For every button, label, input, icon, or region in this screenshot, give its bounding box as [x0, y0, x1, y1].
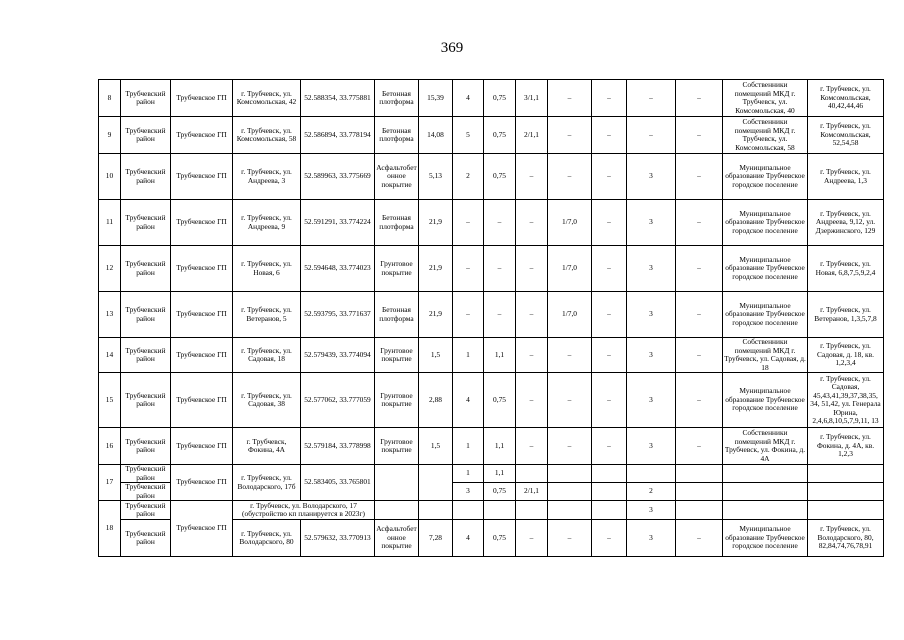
cell-owner: Собственники помещений МКД г. Трубчевск, ул. Садовая, д. 18	[724, 337, 806, 372]
cell-coords: 52.593795, 33.771637	[301, 292, 375, 338]
cell-c7: –	[453, 292, 484, 338]
cell-owner: Собственники помещений МКД г. Трубчевск, ул. Фокина, д. 4А	[723, 428, 808, 465]
cell-area: 21,9	[419, 200, 453, 246]
cell-area	[419, 465, 453, 501]
cell-n: 12	[99, 246, 121, 292]
cell-c10	[548, 465, 592, 483]
cell-c11: –	[592, 117, 627, 154]
cell-c10: –	[548, 154, 592, 200]
cell-coords: 52.579632, 33.770913	[301, 520, 375, 557]
cell-settlement: Трубчевское ГП	[171, 428, 233, 465]
cell-district: Трубчевский район	[121, 501, 171, 520]
cell-owner: Муниципальное образование Трубчевское городское поселение	[723, 154, 808, 200]
cell-c9: –	[516, 520, 548, 557]
cell-c10: –	[548, 428, 592, 465]
cell-settlement: Трубчевское ГП	[171, 373, 233, 428]
cell-coords: 52.577062, 33.777059	[301, 373, 375, 428]
cell-settlement: Трубчевское ГП	[171, 465, 233, 501]
cell-surface: Асфальтобетонное покрытие	[375, 520, 419, 557]
cell-district: Трубчевский район	[121, 465, 171, 483]
cell-area	[419, 501, 453, 520]
cell-served	[808, 501, 884, 520]
cell-c12	[627, 465, 676, 483]
cell-c12: 3	[627, 428, 676, 465]
cell-c12: 2	[627, 483, 676, 501]
cell-c13: –	[676, 520, 723, 557]
cell-surface	[375, 465, 419, 501]
cell-served	[808, 465, 884, 483]
container-sites-table	[98, 79, 884, 557]
cell-c8: 0,75	[484, 80, 516, 117]
cell-coords: 52.583405, 33.765801	[301, 465, 375, 501]
cell-settlement: Трубчевское ГП	[171, 292, 233, 338]
table-row	[99, 80, 884, 117]
cell-district: Трубчевский район	[121, 373, 171, 428]
cell-settlement: Трубчевское ГП	[171, 246, 233, 292]
cell-area: 21,9	[419, 292, 453, 338]
cell-c7: 4	[453, 520, 484, 557]
cell-c8: 1,1	[484, 465, 516, 483]
cell-surface: Бетонная плотформа	[375, 117, 419, 154]
cell-settlement: Трубчевское ГП	[171, 338, 233, 373]
cell-coords: 52.594648, 33.774023	[301, 246, 375, 292]
cell-district: Трубчевский район	[121, 200, 171, 246]
cell-area: 1,5	[419, 338, 453, 373]
cell-address: г. Трубчевск, ул. Ветеранов, 5	[233, 292, 301, 338]
cell-c10: –	[548, 338, 592, 373]
cell-c9	[516, 501, 548, 520]
cell-district: Трубчевский район	[121, 246, 171, 292]
cell-n: 9	[99, 117, 121, 154]
cell-district: Трубчевский район	[121, 292, 171, 338]
cell-address: г. Трубчевск, ул. Володарского, 80	[233, 520, 301, 557]
cell-surface	[375, 501, 419, 520]
cell-area: 7,28	[419, 520, 453, 557]
cell-served: г. Трубчевск, ул. Володарского, 80, 82,84,74,76,78,91	[808, 520, 884, 557]
cell-c9: –	[516, 373, 548, 428]
cell-c13: –	[676, 338, 723, 373]
page-number: 369	[440, 40, 464, 56]
cell-coords: 52.586894, 33.778194	[301, 117, 375, 154]
table-row	[99, 373, 884, 428]
cell-c7: 1	[453, 465, 484, 483]
cell-served: г. Трубчевск, ул. Андреева, 1,3	[808, 154, 884, 200]
cell-served: г. Трубчевск, ул. Садовая, 45,43,41,39,37,38,35, 34, 51,42, ул. Генерала Юрина, 2,4,6,8,10,5,7,9,11, 13	[808, 373, 884, 428]
cell-address: г. Трубчевск, ул. Комсомольская, 58	[233, 117, 301, 154]
cell-district: Трубчевский район	[121, 154, 171, 200]
cell-c12: 3	[627, 338, 676, 373]
cell-c10	[548, 483, 592, 501]
cell-c10: 1/7,0	[548, 292, 592, 338]
table-row	[99, 117, 884, 154]
cell-c8: 1,1	[484, 338, 516, 373]
table-row	[99, 200, 884, 246]
cell-coords: 52.588354, 33.775881	[301, 80, 375, 117]
cell-c9: 3/1,1	[516, 80, 548, 117]
cell-c8: 0,75	[484, 520, 516, 557]
cell-served: г. Трубчевск, ул. Ветеранов, 1,3,5,7,8	[808, 292, 884, 338]
cell-c13	[676, 483, 723, 501]
cell-c9: 2/1,1	[516, 483, 548, 501]
cell-c11	[592, 483, 627, 501]
cell-c10: –	[548, 373, 592, 428]
table-row	[99, 501, 884, 520]
cell-c12: 3	[627, 292, 676, 338]
cell-c12: –	[627, 80, 676, 117]
cell-district: Трубчевский район	[121, 117, 171, 154]
cell-c8: 0,75	[484, 154, 516, 200]
cell-c10: 1/7,0	[548, 246, 592, 292]
cell-district: Трубчевский район	[121, 483, 171, 501]
cell-c13: –	[676, 154, 723, 200]
cell-served: г. Трубчевск, ул. Комсомольская, 52,54,58	[808, 117, 884, 154]
cell-address: г. Трубчевск, ул. Комсомольская, 42	[233, 80, 301, 117]
table-row	[99, 428, 884, 465]
table-row	[99, 465, 884, 483]
cell-owner: Муниципальное образование Трубчевское городское поселение	[723, 520, 808, 557]
cell-coords: 52.591291, 33.774224	[301, 200, 375, 246]
cell-c8	[484, 501, 516, 520]
cell-c7: 4	[453, 373, 484, 428]
cell-c8: 0,75	[484, 117, 516, 154]
cell-n: 14	[99, 338, 121, 373]
cell-coords: 52.579184, 33.778998	[301, 428, 375, 465]
cell-c13: –	[676, 428, 723, 465]
cell-n: 17	[99, 465, 121, 501]
cell-served: г. Трубчевск, ул. Комсомольская, 40,42,44,46	[808, 80, 884, 117]
cell-c8: –	[484, 200, 516, 246]
cell-coords: 52.579439, 33.774094	[301, 338, 375, 373]
table-row	[99, 292, 884, 338]
cell-surface: Бетонная плотформа	[375, 292, 419, 338]
cell-c9: –	[516, 246, 548, 292]
cell-c11: –	[592, 154, 627, 200]
cell-n: 8	[99, 80, 121, 117]
cell-c7: 4	[453, 80, 484, 117]
cell-served: г. Трубчевск, ул. Фокина, д. 4А, кв. 1,2,3	[808, 428, 884, 465]
cell-c8: –	[484, 246, 516, 292]
cell-served: г. Трубчевск, ул. Андреева, 9,12, ул. Дзержинского, 129	[808, 200, 884, 246]
cell-c11: –	[592, 292, 627, 338]
cell-c7	[453, 501, 484, 520]
cell-area: 21,9	[419, 246, 453, 292]
cell-surface: Бетонная плотформа	[375, 80, 419, 117]
cell-c12: 3	[627, 154, 676, 200]
cell-surface: Грунтовое покрытие	[375, 373, 419, 428]
cell-c13: –	[676, 200, 723, 246]
cell-c7: 2	[453, 154, 484, 200]
cell-c12: 3	[627, 200, 676, 246]
cell-c9: –	[516, 154, 548, 200]
cell-address: г. Трубчевск, ул. Андреева, 9	[233, 200, 301, 246]
cell-c9	[516, 465, 548, 483]
cell-n: 15	[99, 373, 121, 428]
cell-n: 10	[99, 154, 121, 200]
cell-c8: 0,75	[484, 483, 516, 501]
cell-c7: 5	[453, 117, 484, 154]
cell-c11	[592, 465, 627, 483]
cell-c12: 3	[627, 520, 676, 557]
cell-c9: –	[516, 428, 548, 465]
cell-c11: –	[592, 338, 627, 373]
cell-settlement: Трубчевское ГП	[171, 117, 233, 154]
cell-n: 18	[99, 501, 121, 557]
cell-settlement: Трубчевское ГП	[171, 501, 233, 557]
cell-area: 2,88	[419, 373, 453, 428]
cell-address: г. Трубчевск, ул. Садовая, 18	[233, 338, 301, 373]
cell-c10	[548, 501, 592, 520]
cell-district: Трубчевский район	[121, 80, 171, 117]
cell-c8: 1,1	[484, 428, 516, 465]
cell-c11: –	[592, 520, 627, 557]
cell-owner: Собственники помещений МКД г. Трубчевск, ул. Комсомольская, 58	[723, 117, 808, 154]
cell-c7: 3	[453, 483, 484, 501]
cell-surface: Грунтовое покрытие	[375, 246, 419, 292]
cell-c13: –	[676, 117, 723, 154]
cell-c10: –	[548, 80, 592, 117]
cell-c13: –	[676, 373, 723, 428]
cell-c11: –	[592, 428, 627, 465]
cell-n: 13	[99, 292, 121, 338]
cell-settlement: Трубчевское ГП	[171, 80, 233, 117]
cell-surface: Бетонная плотформа	[375, 200, 419, 246]
cell-n: 16	[99, 428, 121, 465]
table-row	[99, 154, 884, 200]
cell-area: 14,08	[419, 117, 453, 154]
cell-c9: –	[516, 338, 548, 373]
cell-district: Трубчевский район	[121, 520, 171, 557]
cell-district: Трубчевский район	[121, 428, 171, 465]
cell-c10: 1/7,0	[548, 200, 592, 246]
cell-address: г. Трубчевск, Фокина, 4А	[233, 428, 301, 465]
cell-c11: –	[592, 246, 627, 292]
cell-surface: Грунтовое покрытие	[375, 338, 419, 373]
cell-address: г. Трубчевск, ул. Новая, 6	[233, 246, 301, 292]
cell-coords: 52.589963, 33.775669	[301, 154, 375, 200]
cell-served: г. Трубчевск, ул. Садовая, д. 18, кв. 1,2,3,4	[808, 338, 884, 373]
cell-c11: –	[592, 80, 627, 117]
cell-surface: Грунтовое покрытие	[375, 428, 419, 465]
cell-owner	[723, 465, 808, 483]
cell-owner: Муниципальное образование Трубчевское городское поселение	[723, 373, 808, 428]
cell-c8: –	[484, 292, 516, 338]
cell-note: г. Трубчевск, ул. Володарского, 17 (обустройство кп планируется в 2023г)	[233, 501, 375, 520]
cell-c12: –	[627, 117, 676, 154]
cell-c12: 3	[627, 501, 676, 520]
cell-c9: –	[516, 200, 548, 246]
cell-area: 5,13	[419, 154, 453, 200]
cell-owner: Собственники помещений МКД г. Трубчевск, ул. Комсомольская, 40	[723, 80, 808, 117]
cell-c7: –	[453, 246, 484, 292]
cell-settlement: Трубчевское ГП	[171, 154, 233, 200]
cell-c11	[592, 501, 627, 520]
cell-area: 1,5	[419, 428, 453, 465]
cell-address: г. Трубчевск, ул. Володарского, 17б	[233, 465, 301, 501]
cell-c13: –	[676, 246, 723, 292]
cell-owner: Муниципальное образование Трубчевское городское поселение	[723, 200, 808, 246]
cell-n: 11	[99, 200, 121, 246]
cell-served	[808, 483, 884, 501]
cell-area: 15,39	[419, 80, 453, 117]
table-row	[99, 338, 884, 373]
cell-c11: –	[592, 373, 627, 428]
cell-surface: Асфальтобетонное покрытие	[375, 154, 419, 200]
cell-c13: –	[676, 80, 723, 117]
cell-c11: –	[592, 200, 627, 246]
cell-address: г. Трубчевск, ул. Садовая, 38	[233, 373, 301, 428]
cell-c10: –	[548, 117, 592, 154]
cell-owner	[723, 483, 808, 501]
table-row	[99, 246, 884, 292]
cell-district: Трубчевский район	[121, 338, 171, 373]
cell-c13: –	[676, 292, 723, 338]
cell-c13	[676, 501, 723, 520]
cell-c10: –	[548, 520, 592, 557]
cell-address: г. Трубчевск, ул. Андреева, 3	[233, 154, 301, 200]
cell-owner: Муниципальное образование Трубчевское городское поселение	[723, 246, 808, 292]
cell-owner	[723, 501, 808, 520]
cell-c12: 3	[627, 246, 676, 292]
cell-c7: 1	[453, 428, 484, 465]
cell-c13	[676, 465, 723, 483]
cell-served: г. Трубчевск, ул. Новая, 6,8,7,5,9,2,4	[808, 246, 884, 292]
cell-c7: 1	[453, 338, 484, 373]
cell-settlement: Трубчевское ГП	[171, 200, 233, 246]
cell-c8: 0,75	[484, 373, 516, 428]
cell-owner: Муниципальное образование Трубчевское городское поселение	[723, 292, 808, 338]
cell-c9: –	[516, 292, 548, 338]
cell-c7: –	[453, 200, 484, 246]
cell-c12: 3	[627, 373, 676, 428]
cell-c9: 2/1,1	[516, 117, 548, 154]
